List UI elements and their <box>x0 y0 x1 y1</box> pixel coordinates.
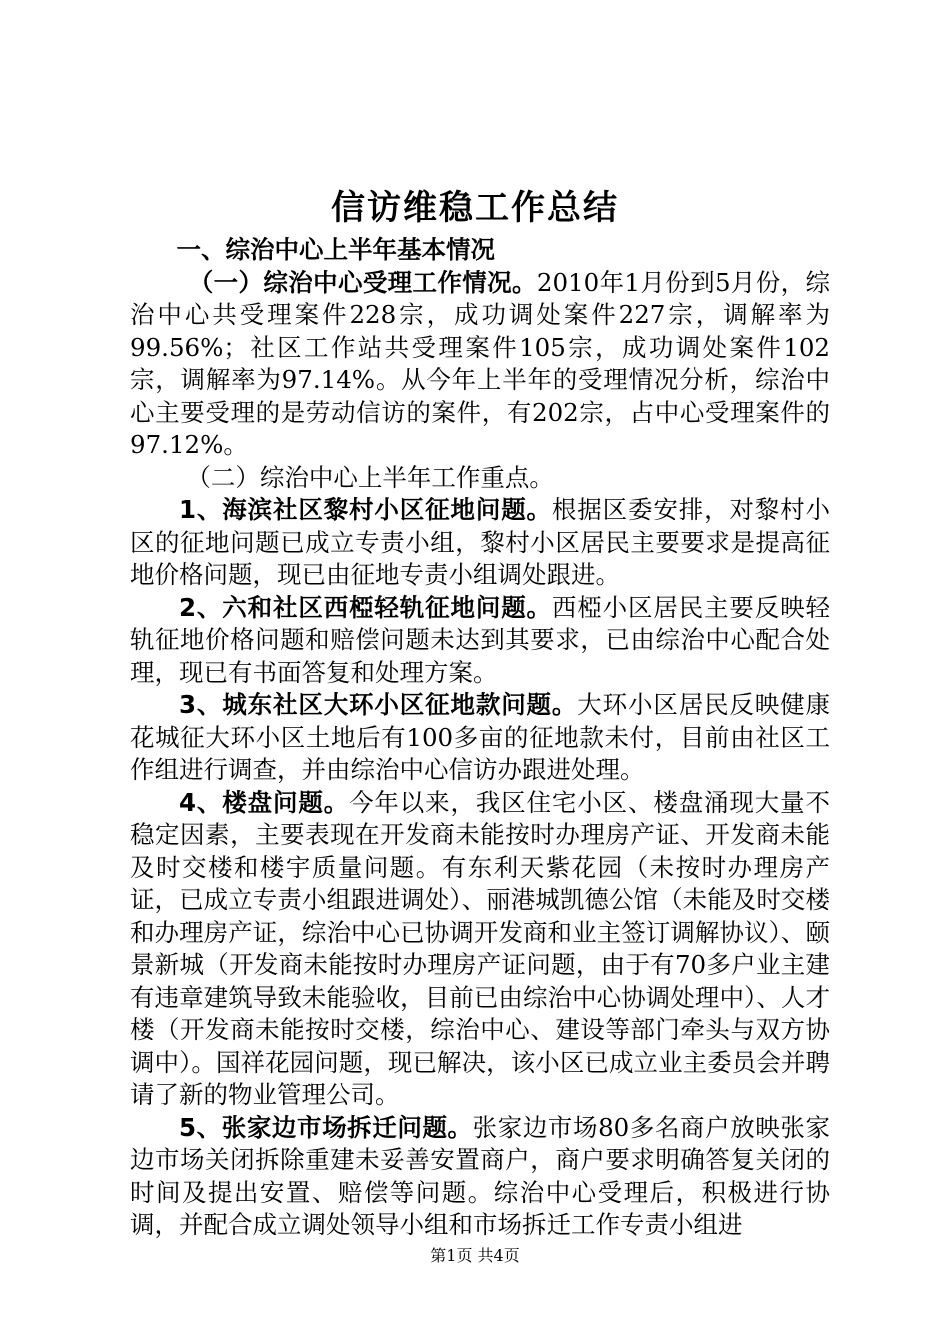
paragraph-item-2 <box>130 592 830 690</box>
paragraph-lead: 2、六和社区西椏轻轨征地问题。 <box>179 592 552 622</box>
paragraph-text: 根据区委安排，对黎村小区的征地问题已成立专责小组，黎村小区居民主要要求是提高征地价格问题，现已由征地专责小组调处跟进。 <box>130 495 831 589</box>
section-heading-1: 一、综治中心上半年基本情况 <box>176 235 496 264</box>
page-number-footer: 第1页 共4页 <box>430 1246 520 1265</box>
section-heading-2: （二）综治中心上半年工作重点。 <box>186 462 554 492</box>
paragraph-text: 大环小区居民反映健康花城征大环小区土地后有100多亩的征地款未付，目前由社区工作组进行调查，并由综治中心信访办跟进处理。 <box>130 690 831 784</box>
paragraph-lead: 3、城东社区大环小区征地款问题。 <box>179 690 578 719</box>
document-title: 信访维稳工作总结 <box>331 188 619 228</box>
document-body <box>130 234 830 1242</box>
paragraph-text: 张家边市场80多名商户放映张家边市场关闭拆除重建未妥善安置商户，商户要求明确答复关闭的时间及提出安置、赔偿等问题。综治中心受理后，积极进行协调，并配合成立调处领导小组和市场拆迁工作专责小组进 <box>130 1112 830 1239</box>
paragraph-lead: 1、海滨社区黎村小区征地问题。 <box>179 495 552 524</box>
paragraph-lead: （一）综治中心受理工作情况。 <box>188 267 537 297</box>
paragraph-section-1 <box>130 267 830 462</box>
paragraph-item-3 <box>130 689 830 787</box>
paragraph-lead: 5、张家边市场拆迁问题。 <box>179 1112 473 1142</box>
paragraph-item-5 <box>130 1112 830 1242</box>
paragraph-item-1 <box>130 494 830 592</box>
paragraph-text: 西椏小区居民主要反映轻轨征地价格问题和赔偿问题未达到其要求，已由综治中心配合处理，现已有书面答复和处理方案。 <box>130 592 831 687</box>
paragraph-lead: 4、楼盘问题。 <box>179 787 350 817</box>
paragraph-item-4 <box>130 787 830 1112</box>
paragraph-text: 2010年1月份到5月份，综治中心共受理案件228宗，成功调处案件227宗，调解率为99.56%；社区工作站共受理案件105宗，成功调处案件102宗，调解率为97.14%。从今年上半年的受理情况分析，综治中心主要受理的是劳动信访的案件，有202宗，占中心受理案件的97.12%。 <box>130 267 830 459</box>
paragraph-text: 今年以来，我区住宅小区、楼盘涌现大量不稳定因素，主要表现在开发商未能按时办理房产证、开发商未能及时交楼和楼宇质量问题。有东利天紫花园（未按时办理房产证，已成立专责小组跟进调处）、丽港城凯德公馆（未能及时交楼和办理房产证，综治中心已协调开发商和业主签订调解协议）、颐景新城（开发商未能按时办理房产证问题，由于有70多户业主建有违章建筑导致未能验收，目前已由综治中心协调处理中）、人才楼（开发商未能按时交楼，综治中心、建设等部门牵头与双方协调中）。国祥花园问题，现已解决，该小区已成立业主委员会并聘请了新的物业管理公司。 <box>130 787 831 1109</box>
